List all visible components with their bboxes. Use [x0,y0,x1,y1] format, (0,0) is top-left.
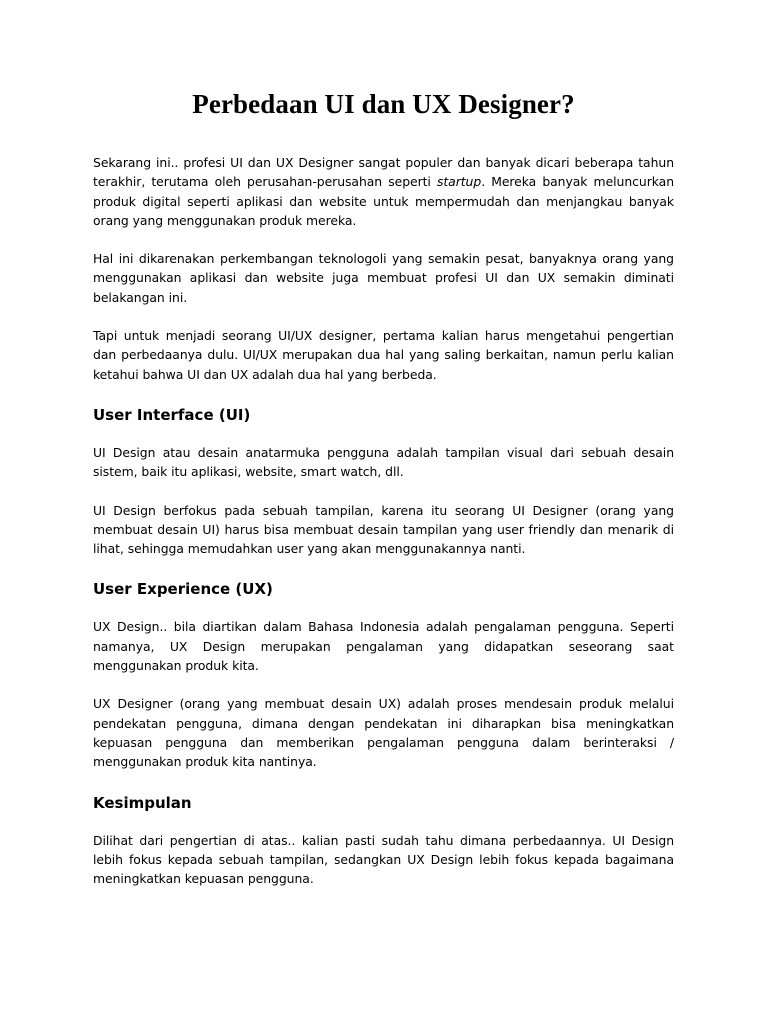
intro-paragraph-1-start: Sekarang ini.. profesi UI dan UX Designer sangat populer dan banyak dicari beberapa tahun terakhir, terutama oleh perusahan-perusahan seperti [93,155,674,190]
intro-paragraph-1-end: . Mereka banyak meluncurkan produk digital seperti aplikasi dan website untuk mempermudah dan menjangkau banyak orang yang menggunakan produk mereka. [93,174,674,228]
conclusion-paragraph: Dilihat dari pengertian di atas.. kalian pasti sudah tahu dimana perbedaannya. UI Design lebih fokus kepada sebuah tampilan, sedangkan UX Design lebih fokus kepada bagaimana meningkatkan kepuasan pengguna. [93,832,674,887]
ux-paragraph-2: UX Designer (orang yang membuat desain UX) adalah proses mendesain produk melalui pendekatan pengguna, dimana dengan pendekatan ini diharapkan bisa meningkatkan kepuasan pengguna dan memberikan pengalaman pengguna dalam berinteraksi / menggunakan produk kita nantinya. [93,696,674,770]
document-title: Perbedaan UI dan UX Designer? [192,89,575,119]
document-body [93,82,674,907]
ui-paragraph-2: UI Design berfokus pada sebuah tampilan, karena itu seorang UI Designer (orang yang membuat desain UI) harus bisa membuat desain tampilan yang user friendly dan menarik di lihat, sehingga memudahkan user yang akan menggunakannya nanti. [93,502,674,557]
ux-paragraph-1: UX Design.. bila diartikan dalam Bahasa Indonesia adalah pengalaman pengguna. Seperti namanya, UX Design merupakan pengalaman yang didapatkan seseorang saat menggunakan produk kita. [93,619,674,674]
intro-paragraph-2: Hal ini dikarenakan perkembangan teknologoli yang semakin pesat, banyaknya orang yang menggunakan aplikasi dan website juga membuat profesi UI dan UX semakin diminati belakangan ini. [93,251,674,305]
section-heading-ux: User Experience (UX) [93,580,273,599]
intro-paragraph-1-emphasis: startup [436,174,482,190]
section-heading-conclusion: Kesimpulan [93,793,192,812]
intro-paragraph-1 [93,153,674,230]
intro-paragraph-3: Tapi untuk menjadi seorang UI/UX designer, pertama kalian harus mengetahui pengertian dan perbedaanya dulu. UI/UX merupakan dua hal yang saling berkaitan, namun perlu kalian ketahui bahwa UI dan UX adalah dua hal yang berbeda. [93,328,674,382]
ui-paragraph-1: UI Design atau desain anatarmuka pengguna adalah tampilan visual dari sebuah desain sistem, baik itu aplikasi, website, smart watch, dll. [93,444,674,480]
section-heading-ui: User Interface (UI) [93,405,251,424]
